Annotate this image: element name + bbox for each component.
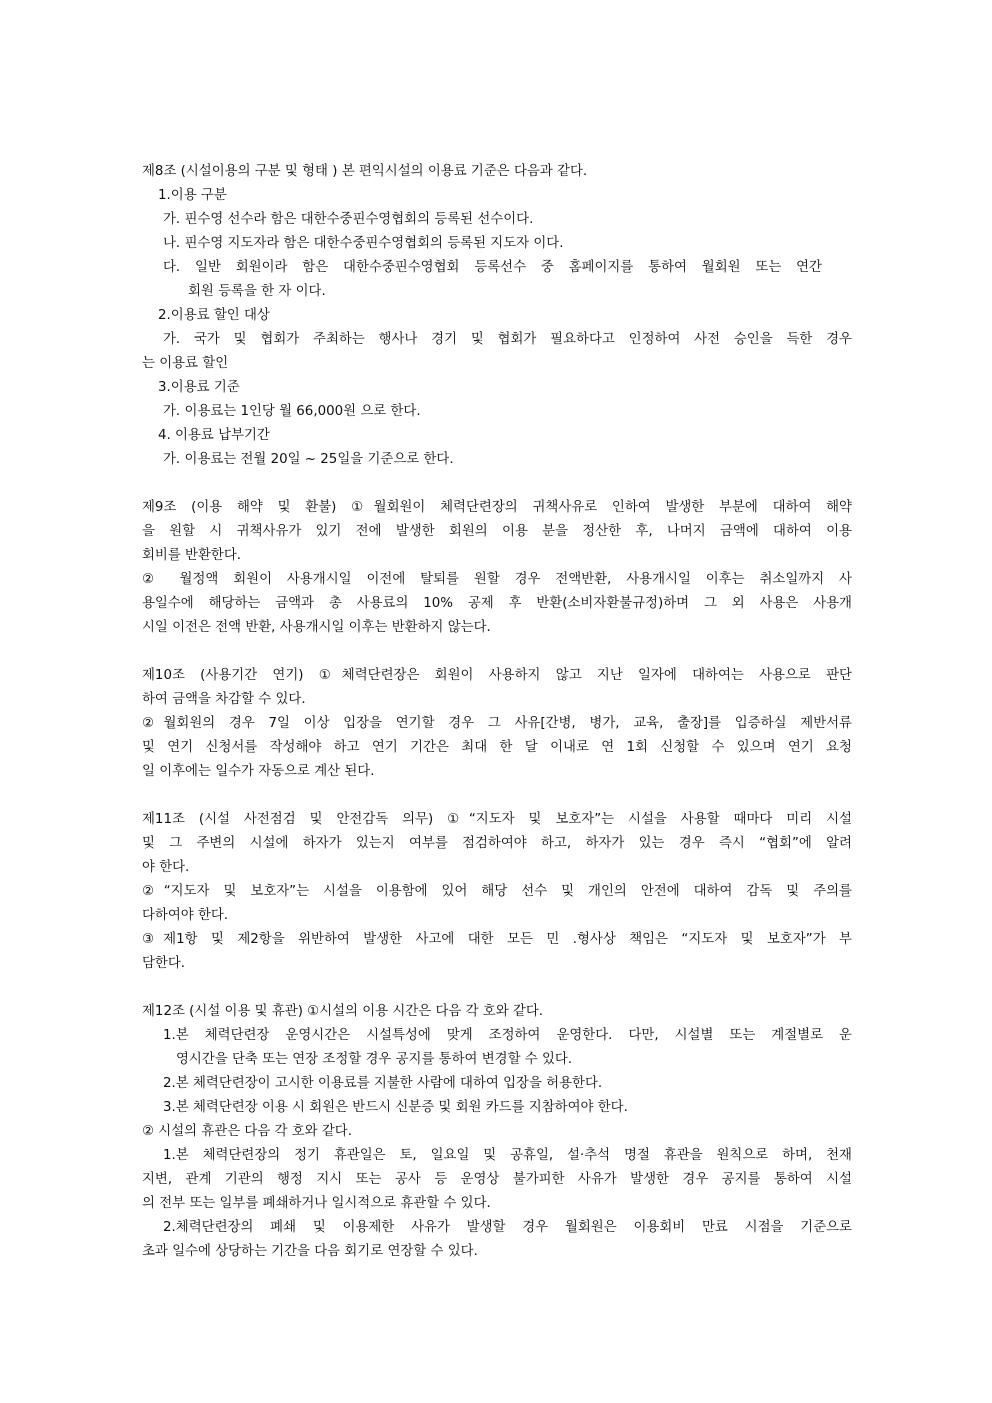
article-11-line-7: 담한다.: [142, 956, 186, 971]
article-12-line-9: 의 전부 또는 일부를 폐쇄하거나 일시적으로 휴관할 수 있다.: [142, 1196, 491, 1211]
article-8-item-1c-cont: 회원 등록을 한 자 이다.: [188, 284, 326, 299]
article-8-title: 제8조 (시설이용의 구분 및 형태 ) 본 편익시설의 이용료 기준은 다음과 같다.: [142, 164, 588, 179]
article-8-item-4: 4. 이용료 납부기간: [158, 428, 270, 443]
article-12-line-2: 1.본 체력단련장 운영시간은 시설특성에 맞게 조정하여 운영한다. 다만, 시설별 또는 계절별로 운: [163, 1028, 852, 1043]
article-11-line-6: ③제1항 및 제2항을 위반하여 발생한 사고에 대한 모든 민 .형사상 책임은 “지도자 및 보호자”가 부: [142, 932, 852, 947]
article-12-line-6: ② 시설의 휴관은 다음 각 호와 같다.: [142, 1124, 352, 1139]
article-10-line-2: 하여 금액을 차감할 수 있다.: [142, 692, 306, 707]
article-12-line-4: 2.본 체력단련장이 고시한 이용료를 지불한 사람에 대하여 입장을 허용한다.: [163, 1076, 603, 1091]
article-12-line-7: 1.본 체력단련장의 정기 휴관일은 토, 일요일 및 공휴일, 설·추석 명절 휴관을 원칙으로 하며, 천재: [163, 1148, 852, 1163]
article-9-line-2: 을 원할 시 귀책사유가 있기 전에 발생한 회원의 이용 분을 정산한 후, 나머지 금액에 대하여 이용: [142, 524, 852, 539]
article-10-line-3: ②월회원의 경우 7일 이상 입장을 연기할 경우 그 사유[간병, 병가, 교육, 출장]를 입증하실 제반서류: [142, 716, 852, 731]
article-8-item-2a: 가. 국가 및 협회가 주최하는 행사나 경기 및 협회가 필요하다고 인정하여 사전 승인을 득한 경우: [163, 332, 852, 347]
article-11-line-1: 제11조 (시설 사전점검 및 안전감독 의무) ①“지도자 및 보호자”는 시설을 사용할 때마다 미리 시설: [142, 812, 852, 827]
article-10-line-5: 일 이후에는 일수가 자동으로 계산 된다.: [142, 764, 375, 779]
article-10-line-4: 및 연기 신청서를 작성해야 하고 연기 기간은 최대 한 달 이내로 연 1회 신청할 수 있으며 연기 요청: [142, 740, 852, 755]
article-12-line-5: 3.본 체력단련장 이용 시 회원은 반드시 신분증 및 회원 카드를 지참하여야 한다.: [163, 1100, 628, 1115]
article-8-item-1b: 나. 핀수영 지도자라 함은 대한수중핀수영협회의 등록된 지도자 이다.: [163, 236, 564, 251]
article-12-line-11: 초과 일수에 상당하는 기간을 다음 회기로 연장할 수 있다.: [142, 1244, 478, 1259]
article-9-line-1: 제9조 (이용 해약 및 환불) ①월회원이 체력단련장의 귀책사유로 인하여 발생한 부분에 대하여 해약: [142, 500, 852, 515]
article-11-line-5: 다하여야 한다.: [142, 908, 229, 923]
article-8-item-1c: 다. 일반 회원이라 함은 대한수중핀수영협회 등록선수 중 홈페이지를 통하여 월회원 또는 연간: [163, 260, 822, 275]
article-9-line-3: 회비를 반환한다.: [142, 548, 242, 563]
article-11-line-4: ②“지도자 및 보호자”는 시설을 이용함에 있어 해당 선수 및 개인의 안전에 대하여 감독 및 주의를: [142, 884, 852, 899]
article-8-item-2: 2.이용료 할인 대상: [158, 308, 270, 323]
article-9-line-5: 용일수에 해당하는 금액과 총 사용료의 10% 공제 후 반환(소비자환불규정)하며 그 외 사용은 사용개: [142, 596, 852, 611]
article-8-item-4a: 가. 이용료는 전월 20일 ~ 25일을 기준으로 한다.: [163, 452, 454, 467]
article-12-line-8: 지변, 관계 기관의 행정 지시 또는 공사 등 운영상 불가피한 사유가 발생한 경우 공지를 통하여 시설: [142, 1172, 852, 1187]
article-12-line-10: 2.체력단련장의 폐쇄 및 이용제한 사유가 발생할 경우 월회원은 이용회비 만료 시점을 기준으로: [163, 1220, 852, 1235]
article-8-item-1: 1.이용 구분: [158, 188, 227, 203]
article-9-line-4: ② 월정액 회원이 사용개시일 이전에 탈퇴를 원할 경우 전액반환, 사용개시일 이후는 취소일까지 사: [142, 572, 852, 587]
article-8-item-3a: 가. 이용료는 1인당 월 66,000원 으로 한다.: [163, 404, 421, 419]
article-8-item-2a-cont: 는 이용료 할인: [142, 356, 229, 371]
article-12-line-3: 영시간을 단축 또는 연장 조정할 경우 공지를 통하여 변경할 수 있다.: [176, 1052, 573, 1067]
article-9-line-6: 시일 이전은 전액 반환, 사용개시일 이후는 반환하지 않는다.: [142, 620, 491, 635]
article-8-item-3: 3.이용료 기준: [158, 380, 240, 395]
article-12-line-1: 제12조 (시설 이용 및 휴관) ①시설의 이용 시간은 다음 각 호와 같다.: [142, 1004, 544, 1019]
article-8-item-1a: 가. 핀수영 선수라 함은 대한수중핀수영협회의 등록된 선수이다.: [163, 212, 534, 227]
article-10-line-1: 제10조 (사용기간 연기) ①체력단련장은 회원이 사용하지 않고 지난 일자에 대하여는 사용으로 판단: [142, 668, 852, 683]
article-11-line-2: 및 그 주변의 시설에 하자가 있는지 여부를 점검하여야 하고, 하자가 있는 경우 즉시 “협회”에 알려: [142, 836, 852, 851]
article-11-line-3: 야 한다.: [142, 860, 190, 875]
